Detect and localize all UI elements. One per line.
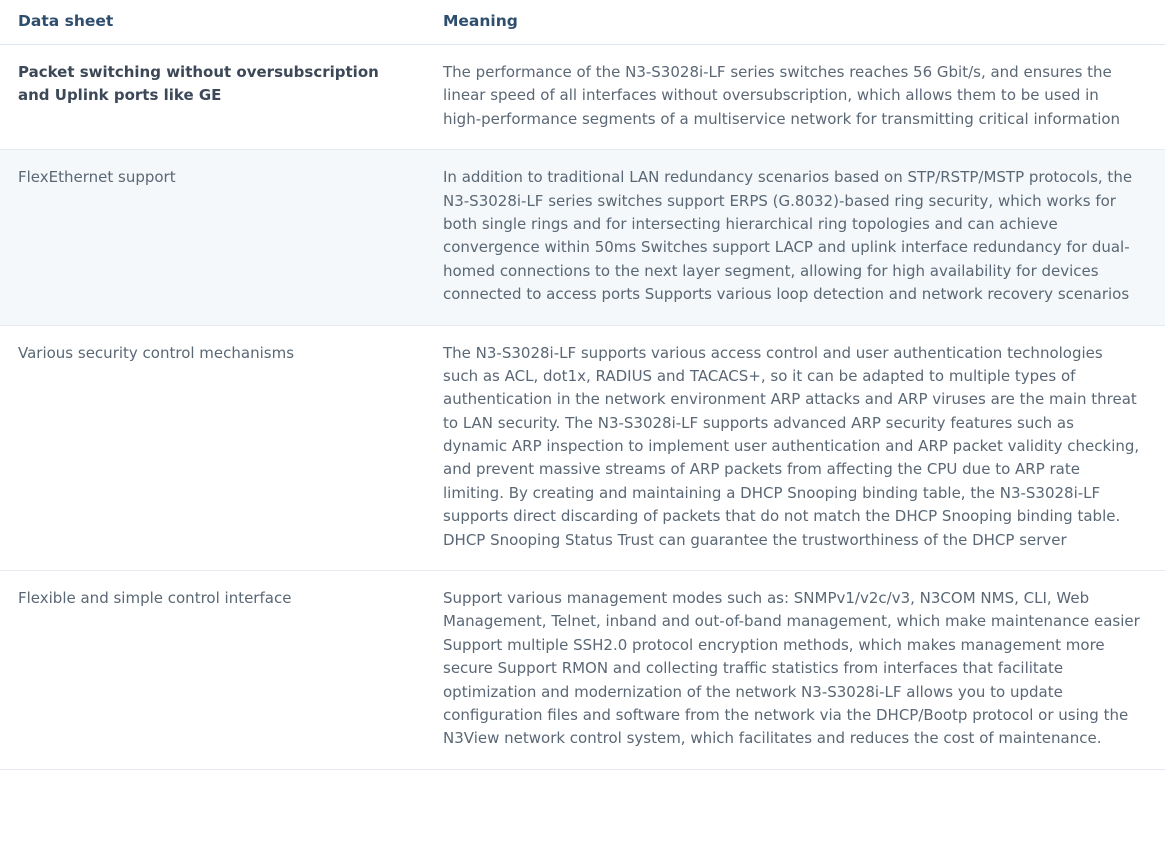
table-header xyxy=(0,0,1165,45)
column-header-data-sheet: Data sheet xyxy=(0,0,425,45)
column-header-meaning: Meaning xyxy=(425,0,1165,45)
feature-description: The N3-S3028i-LF supports various access control and user authentication technologies such as ACL, dot1x, RADIUS and TACACS+, so it can be adapted to multiple types of authentication in the network environment ARP attacks and ARP viruses are the main threat to LAN security. The N3-S3028i-LF supports advanced ARP security features such as dynamic ARP inspection to implement user authentication and ARP packet validity checking, and prevent massive streams of ARP packets from affecting the CPU due to ARP rate limiting. By creating and maintaining a DHCP Snooping binding table, the N3-S3028i-LF supports direct discarding of packets that do not match the DHCP Snooping binding table. DHCP Snooping Status Trust can guarantee the trustworthiness of the DHCP server xyxy=(425,325,1165,571)
table-row xyxy=(0,325,1165,571)
feature-term: Flexible and simple control interface xyxy=(0,571,425,770)
feature-description: Support various management modes such as: SNMPv1/v2c/v3, N3COM NMS, CLI, Web Management, Telnet, inband and out-of-band management, which make maintenance easier Support multiple SSH2.0 protocol encryption methods, which makes management more secure Support RMON and collecting traffic statistics from interfaces that facilitate optimization and modernization of the network N3-S3028i-LF allows you to update configuration files and software from the network via the DHCP/Bootp protocol or using the N3View network control system, which facilitates and reduces the cost of maintenance. xyxy=(425,571,1165,770)
feature-term: FlexEthernet support xyxy=(0,150,425,325)
feature-description: In addition to traditional LAN redundancy scenarios based on STP/RSTP/MSTP protocols, the N3-S3028i-LF series switches support ERPS (G.8032)-based ring security, which works for both single rings and for intersecting hierarchical ring topologies and can achieve convergence within 50ms Switches support LACP and uplink interface redundancy for dual-homed connections to the next layer segment, allowing for high availability for devices connected to access ports Supports various loop detection and network recovery scenarios xyxy=(425,150,1165,325)
table-body xyxy=(0,45,1165,770)
table-row xyxy=(0,45,1165,150)
table-header-row xyxy=(0,0,1165,45)
table-row xyxy=(0,150,1165,325)
table-row xyxy=(0,571,1165,770)
feature-term: Packet switching without oversubscription and Uplink ports like GE xyxy=(0,45,425,150)
feature-description: The performance of the N3-S3028i-LF series switches reaches 56 Gbit/s, and ensures the linear speed of all interfaces without oversubscription, which allows them to be used in high-performance segments of a multiservice network for transmitting critical information xyxy=(425,45,1165,150)
feature-term: Various security control mechanisms xyxy=(0,325,425,571)
